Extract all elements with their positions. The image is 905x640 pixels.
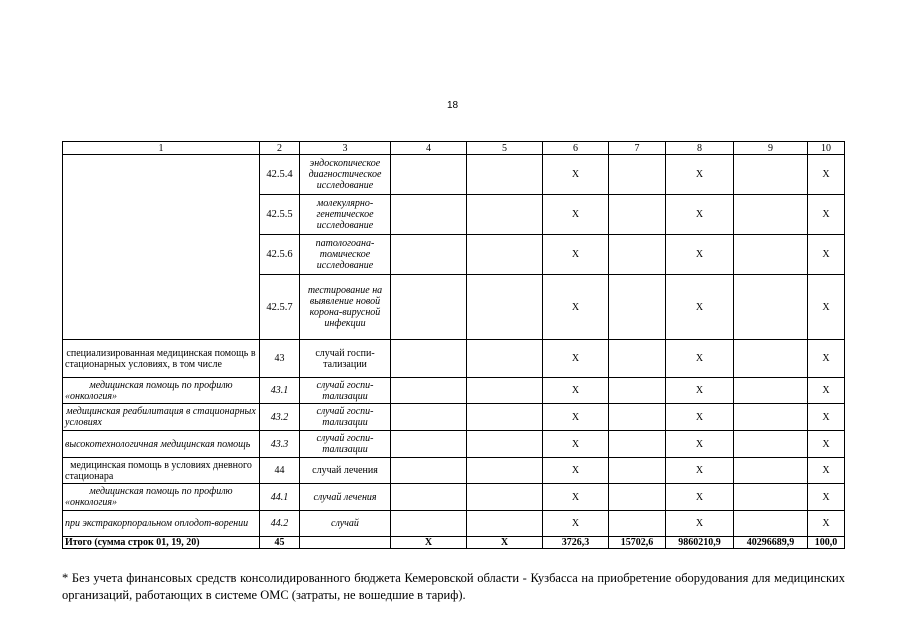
row-unit-cell: эндоскопическое диагностическое исследование <box>300 155 391 195</box>
table-cell <box>609 195 666 235</box>
row-code-cell: 43.1 <box>260 378 300 404</box>
table-cell: X <box>543 235 609 275</box>
total-row <box>63 537 845 549</box>
footnote: * Без учета финансовых средств консолидированного бюджета Кемеровской области - Кузбасса на приобретение оборудования для медицинских организаций, работающих в системе ОМС (затраты, не вошедшие в тариф). <box>62 571 845 602</box>
row-code-cell: 44 <box>260 458 300 484</box>
total-label: Итого (сумма строк 01, 19, 20) <box>63 537 260 549</box>
table-cell <box>609 431 666 458</box>
header-cell: 3 <box>300 142 391 155</box>
row-unit-cell: случай лечения <box>300 484 391 511</box>
row-unit-cell: тестирование на выявление новой корона-вирусной инфекции <box>300 275 391 340</box>
table-row <box>63 511 845 537</box>
total-cell: 3726,3 <box>543 537 609 549</box>
table-cell <box>391 340 467 378</box>
table-cell <box>467 378 543 404</box>
row-code-cell: 44.1 <box>260 484 300 511</box>
header-cell: 7 <box>609 142 666 155</box>
table-cell: X <box>543 404 609 431</box>
header-row <box>63 142 845 155</box>
table-cell: X <box>666 431 734 458</box>
table-cell: X <box>543 155 609 195</box>
row-code-cell: 43.2 <box>260 404 300 431</box>
table-cell <box>609 484 666 511</box>
table-cell: X <box>666 378 734 404</box>
table-cell <box>391 195 467 235</box>
table-cell <box>734 155 808 195</box>
table-cell <box>391 404 467 431</box>
table-row <box>63 484 845 511</box>
data-table <box>62 141 845 549</box>
table-cell <box>734 511 808 537</box>
table-cell <box>609 340 666 378</box>
table-cell <box>391 458 467 484</box>
row-code-cell: 43 <box>260 340 300 378</box>
table-cell: X <box>666 511 734 537</box>
table-cell <box>734 431 808 458</box>
row-code-cell: 43.3 <box>260 431 300 458</box>
table-cell: X <box>543 378 609 404</box>
row-label-cell: специализированная медицинская помощь в стационарных условиях, в том числе <box>63 340 260 378</box>
row-label-cell: при экстракорпоральном оплодот-ворении <box>63 511 260 537</box>
table-cell <box>734 458 808 484</box>
table-cell: X <box>808 378 845 404</box>
table-cell <box>467 458 543 484</box>
row-code-cell: 42.5.6 <box>260 235 300 275</box>
table-cell: X <box>808 155 845 195</box>
row-unit-cell: случай госпи-тализации <box>300 431 391 458</box>
table-cell: X <box>666 155 734 195</box>
table-cell <box>734 484 808 511</box>
table-cell <box>609 378 666 404</box>
header-cell: 6 <box>543 142 609 155</box>
table-cell <box>609 458 666 484</box>
row-label-cell <box>63 155 260 340</box>
table-cell <box>391 155 467 195</box>
table-cell <box>391 235 467 275</box>
row-label-cell: медицинская помощь в условиях дневного стационара <box>63 458 260 484</box>
row-unit-cell: случай лечения <box>300 458 391 484</box>
table-cell <box>467 155 543 195</box>
row-unit-cell: случай госпи-тализации <box>300 378 391 404</box>
table-cell <box>391 431 467 458</box>
row-label-cell: медицинская помощь по профилю «онкология» <box>63 378 260 404</box>
table-cell <box>609 155 666 195</box>
table-cell: X <box>543 484 609 511</box>
table-cell: X <box>666 275 734 340</box>
table-cell <box>467 195 543 235</box>
table-cell <box>391 484 467 511</box>
total-cell: X <box>391 537 467 549</box>
table-cell: X <box>666 484 734 511</box>
table-cell <box>734 340 808 378</box>
row-unit-cell: случай <box>300 511 391 537</box>
row-code-cell: 44.2 <box>260 511 300 537</box>
table-cell: X <box>808 340 845 378</box>
table-cell <box>467 340 543 378</box>
table-cell: X <box>543 511 609 537</box>
header-cell: 2 <box>260 142 300 155</box>
table-cell <box>609 404 666 431</box>
table-cell <box>734 404 808 431</box>
table-cell <box>467 275 543 340</box>
total-cell: 40296689,9 <box>734 537 808 549</box>
page-number: 18 <box>446 100 459 111</box>
table-row <box>63 431 845 458</box>
table-cell <box>734 235 808 275</box>
total-cell: X <box>467 537 543 549</box>
header-cell: 1 <box>63 142 260 155</box>
header-cell: 4 <box>391 142 467 155</box>
table-cell <box>391 275 467 340</box>
row-label-cell: медицинская реабилитация в стационарных условиях <box>63 404 260 431</box>
table-cell <box>609 235 666 275</box>
table-row <box>63 155 845 195</box>
header-cell: 8 <box>666 142 734 155</box>
table-cell: X <box>543 195 609 235</box>
table-cell <box>391 511 467 537</box>
table-cell: X <box>543 275 609 340</box>
table-cell: X <box>808 484 845 511</box>
table-cell: X <box>666 404 734 431</box>
table-cell: X <box>543 458 609 484</box>
table-row <box>63 458 845 484</box>
table-cell <box>467 484 543 511</box>
total-cell: 45 <box>260 537 300 549</box>
row-unit-cell: случай госпи-тализации <box>300 404 391 431</box>
table-cell: X <box>666 458 734 484</box>
row-code-cell: 42.5.7 <box>260 275 300 340</box>
table-cell <box>734 275 808 340</box>
table-cell: X <box>808 431 845 458</box>
header-cell: 9 <box>734 142 808 155</box>
row-label-cell: высокотехнологичная медицинская помощь <box>63 431 260 458</box>
row-code-cell: 42.5.4 <box>260 155 300 195</box>
table-cell: X <box>808 235 845 275</box>
table-cell: X <box>666 195 734 235</box>
table-cell <box>609 275 666 340</box>
row-unit-cell: патологоана-томическое исследование <box>300 235 391 275</box>
row-unit-cell: случай госпи-тализации <box>300 340 391 378</box>
table-cell <box>467 404 543 431</box>
table-cell: X <box>666 340 734 378</box>
table-cell: X <box>808 458 845 484</box>
total-cell: 100,0 <box>808 537 845 549</box>
table-cell: X <box>808 195 845 235</box>
table-row <box>63 404 845 431</box>
row-code-cell: 42.5.5 <box>260 195 300 235</box>
table-row <box>63 378 845 404</box>
table-cell <box>467 235 543 275</box>
table-cell: X <box>808 404 845 431</box>
table-cell <box>467 431 543 458</box>
header-cell: 5 <box>467 142 543 155</box>
table-cell: X <box>666 235 734 275</box>
table-cell: X <box>808 511 845 537</box>
table-cell <box>734 378 808 404</box>
table-row <box>63 340 845 378</box>
table-cell <box>734 195 808 235</box>
row-unit-cell: молекулярно-генетическое исследование <box>300 195 391 235</box>
total-cell: 15702,6 <box>609 537 666 549</box>
table-cell: X <box>543 431 609 458</box>
table-cell: X <box>543 340 609 378</box>
total-cell: 9860210,9 <box>666 537 734 549</box>
table-cell <box>467 511 543 537</box>
total-cell <box>300 537 391 549</box>
header-cell: 10 <box>808 142 845 155</box>
table-cell <box>609 511 666 537</box>
row-label-cell: медицинская помощь по профилю «онкология» <box>63 484 260 511</box>
table-cell: X <box>808 275 845 340</box>
table-cell <box>391 378 467 404</box>
